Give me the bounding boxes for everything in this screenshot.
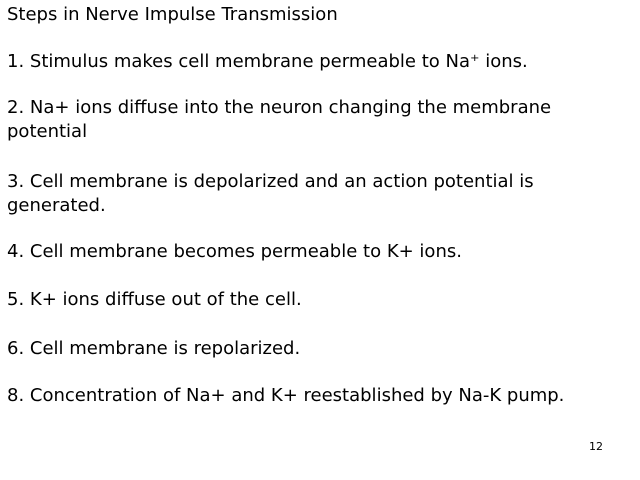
page-number: 12 (589, 440, 603, 453)
step-2: 2. Na+ ions diffuse into the neuron changing the membrane potential (7, 97, 552, 142)
slide-title: Steps in Nerve Impulse Transmission (7, 4, 338, 25)
step-5: 5. K+ ions diffuse out of the cell. (7, 289, 302, 310)
step-3: 3. Cell membrane is depolarized and an action potential is generated. (7, 171, 534, 216)
step-8: 8. Concentration of Na+ and K+ reestablished by Na-K pump. (7, 385, 565, 406)
step-1: 1. Stimulus makes cell membrane permeable to Na⁺ ions. (7, 51, 528, 72)
step-4: 4. Cell membrane becomes permeable to K+ ions. (7, 241, 462, 262)
step-6: 6. Cell membrane is repolarized. (7, 338, 301, 359)
